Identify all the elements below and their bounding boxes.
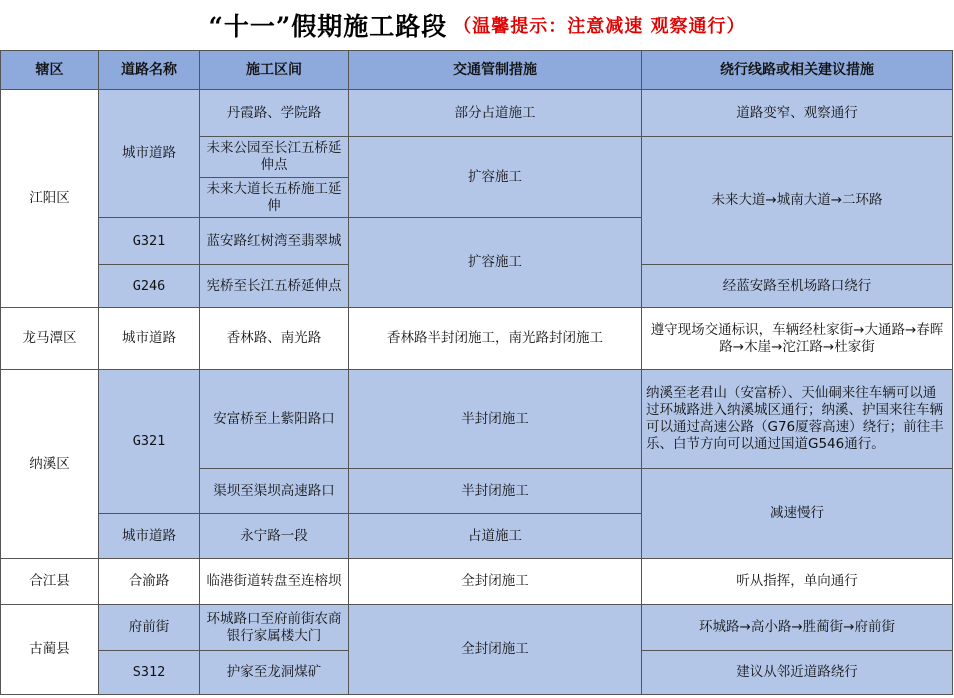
header-detour: 绕行线路或相关建议措施 [642,51,953,90]
road-cell: 府前街 [99,605,200,651]
road-cell: G321 [99,218,200,265]
section-cell: 宪桥至长江五桥延伸点 [200,265,349,308]
section-cell: 永宁路一段 [200,514,349,559]
section-cell: 未来公园至长江五桥延伸点 [200,137,349,178]
detour-cell: 环城路→高小路→胜蔺街→府前街 [642,605,953,651]
road-cell: S312 [99,651,200,695]
detour-cell: 未来大道→城南大道→二环路 [642,137,953,265]
section-cell: 香林路、南光路 [200,308,349,370]
control-cell: 全封闭施工 [349,605,642,695]
control-cell: 半封闭施工 [349,469,642,514]
road-cell: 城市道路 [99,90,200,218]
section-cell: 环城路口至府前街农商银行家属楼大门 [200,605,349,651]
detour-cell: 纳溪至老君山（安富桥）、天仙硐来往车辆可以通过环城路进入纳溪城区通行；纳溪、护国来往车辆可以通过高速公路（G76厦蓉高速）绕行；前往丰乐、白节方向可以通过国道G546通行。 [642,370,953,469]
district-cell: 江阳区 [1,90,99,308]
road-cell: G321 [99,370,200,514]
detour-cell: 减速慢行 [642,469,953,559]
section-cell: 未来大道长五桥施工延伸 [200,178,349,218]
table-row [1,308,953,370]
control-cell: 扩容施工 [349,218,642,308]
section-cell: 临港街道转盘至连榕坝 [200,559,349,605]
section-cell: 护家至龙洞煤矿 [200,651,349,695]
section-cell: 渠坝至渠坝高速路口 [200,469,349,514]
control-cell: 扩容施工 [349,137,642,218]
construction-table [0,50,953,695]
table-row [1,90,953,137]
title-note: （温馨提示：注意减速 观察通行） [453,16,746,37]
section-cell: 蓝安路红树湾至翡翠城 [200,218,349,265]
detour-cell: 听从指挥，单向通行 [642,559,953,605]
header-district: 辖区 [1,51,99,90]
district-cell: 古蔺县 [1,605,99,695]
detour-cell: 遵守现场交通标识，车辆经杜家街→大通路→春晖路→木崖→沱江路→杜家街 [642,308,953,370]
table-row [1,559,953,605]
road-cell: 城市道路 [99,514,200,559]
table-row [1,370,953,469]
detour-cell: 建议从邻近道路绕行 [642,651,953,695]
detour-cell: 经蓝安路至机场路口绕行 [642,265,953,308]
header-control: 交通管制措施 [349,51,642,90]
district-cell: 龙马潭区 [1,308,99,370]
control-cell: 香林路半封闭施工，南光路封闭施工 [349,308,642,370]
section-cell: 丹霞路、学院路 [200,90,349,137]
header-road: 道路名称 [99,51,200,90]
title-main: “十一”假期施工路段 [208,12,448,41]
road-cell: 合渝路 [99,559,200,605]
header-section: 施工区间 [200,51,349,90]
page-title [0,0,954,50]
control-cell: 半封闭施工 [349,370,642,469]
table-row [1,605,953,651]
control-cell: 全封闭施工 [349,559,642,605]
district-cell: 纳溪区 [1,370,99,559]
control-cell: 部分占道施工 [349,90,642,137]
detour-cell: 道路变窄、观察通行 [642,90,953,137]
district-cell: 合江县 [1,559,99,605]
road-cell: 城市道路 [99,308,200,370]
section-cell: 安富桥至上紫阳路口 [200,370,349,469]
header-row [1,51,953,90]
control-cell: 占道施工 [349,514,642,559]
road-cell: G246 [99,265,200,308]
